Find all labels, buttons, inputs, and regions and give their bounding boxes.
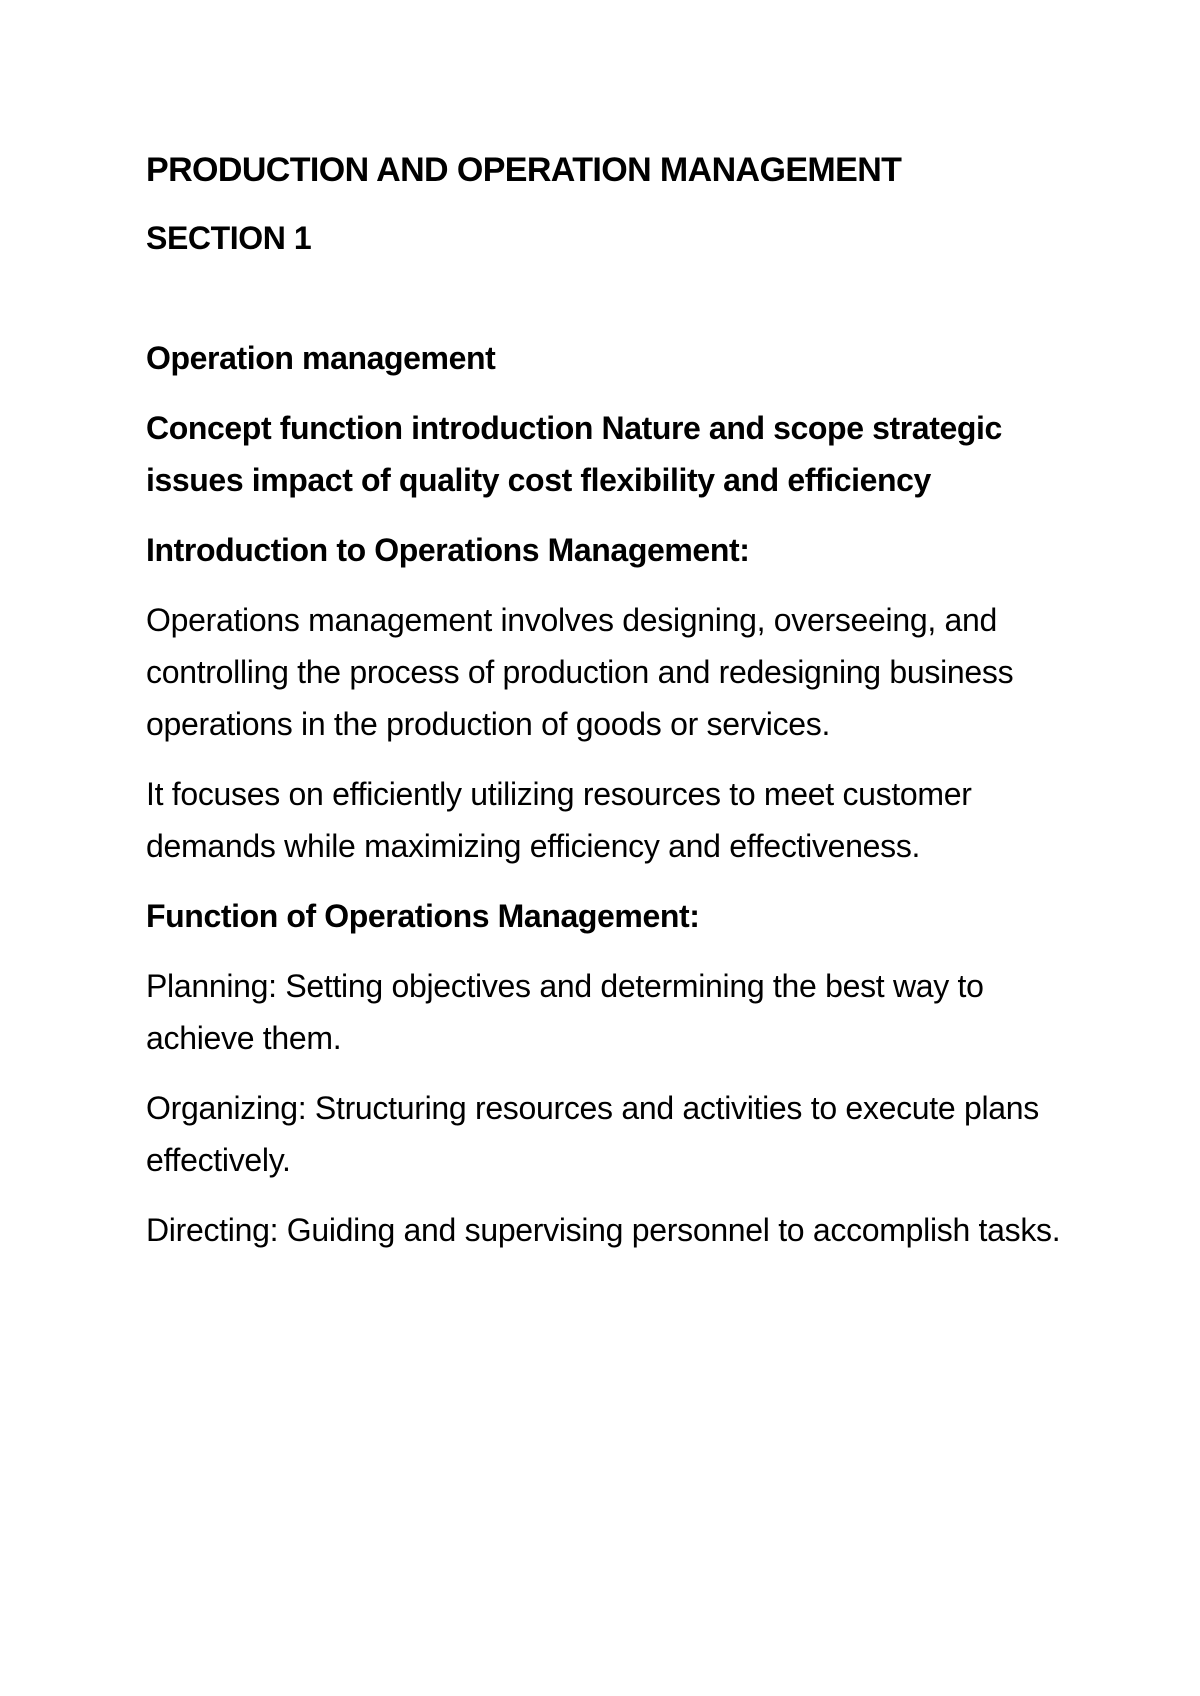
heading-operation-management: Operation management — [146, 340, 496, 376]
document-title: PRODUCTION AND OPERATION MANAGEMENT — [146, 151, 902, 189]
function-planning: Planning: Setting objectives and determining the best way to achieve them. — [146, 968, 984, 1056]
function-organizing: Organizing: Structuring resources and activities to execute plans effectively. — [146, 1090, 1039, 1178]
heading-concept-function: Concept function introduction Nature and scope strategic issues impact of quality cost flexibility and efficiency — [146, 410, 1002, 498]
section-label: SECTION 1 — [146, 220, 312, 256]
heading-function: Function of Operations Management: — [146, 898, 700, 934]
function-directing: Directing: Guiding and supervising personnel to accomplish tasks. — [146, 1212, 1061, 1248]
intro-paragraph-2: It focuses on efficiently utilizing resources to meet customer demands while maximizing efficiency and effectiveness. — [146, 776, 972, 864]
document-body — [146, 146, 1066, 1256]
intro-paragraph-1: Operations management involves designing, overseeing, and controlling the process of production and redesigning business operations in the production of goods or services. — [146, 602, 1014, 742]
heading-introduction: Introduction to Operations Management: — [146, 532, 750, 568]
